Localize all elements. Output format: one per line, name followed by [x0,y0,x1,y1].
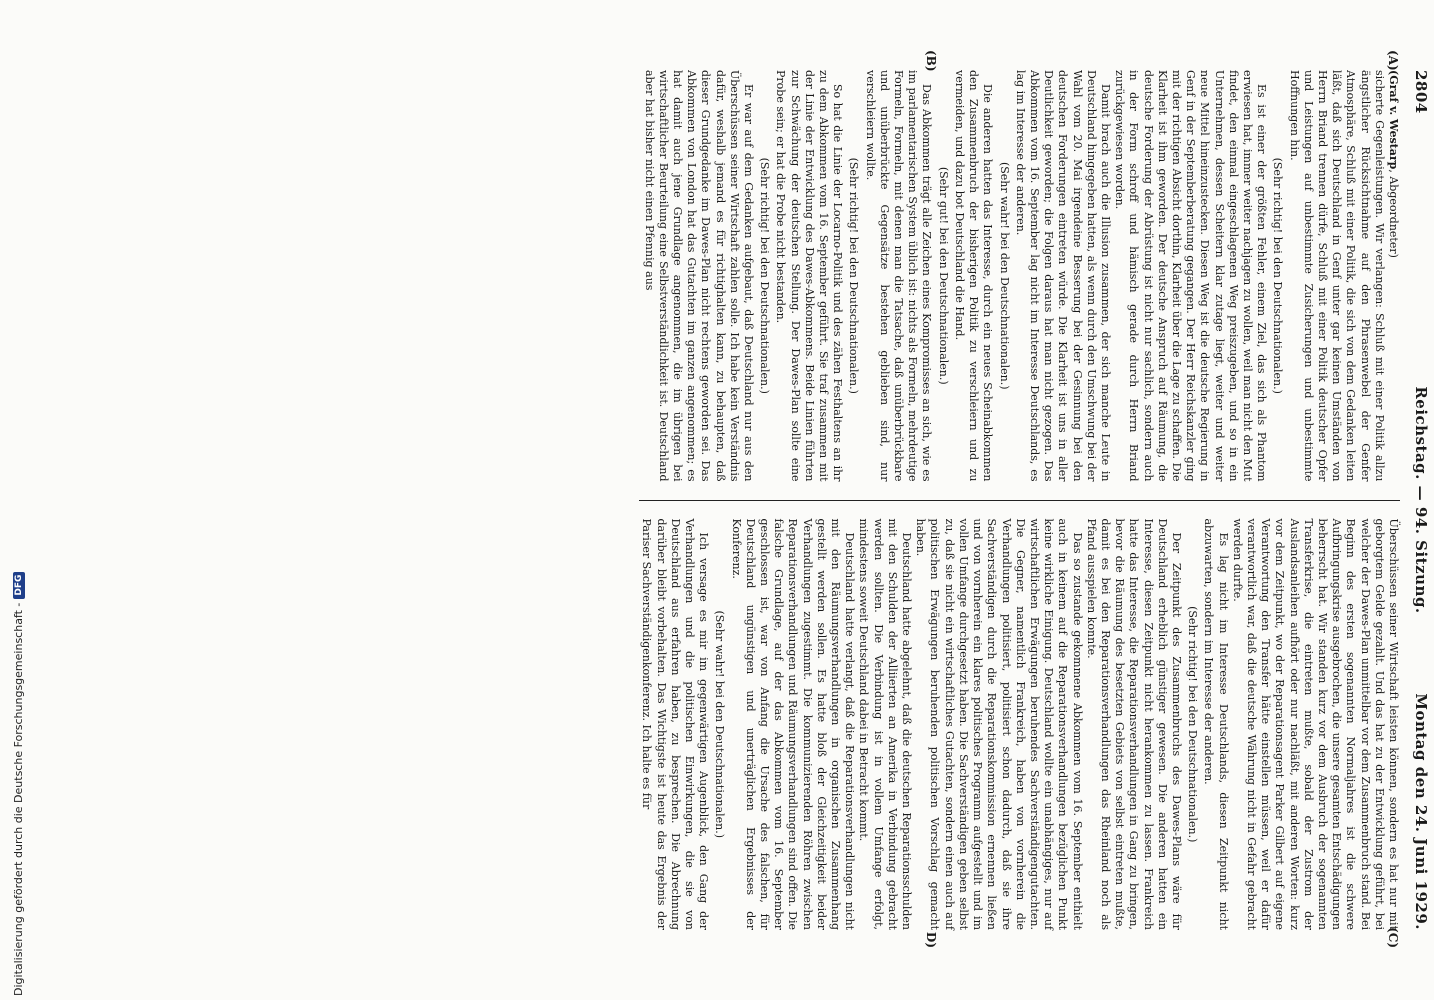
speaker-line [1386,70,1400,482]
paragraph: So hat die Linie der Locarno-Politik und des zähen Festhaltens an ihr zu dem Abkommen vom 16. September geführt. Sie traf zusammen mit der Linie der Entwicklung des Dawes-Abkommens. Beide Linien führten zur Schwächung der deutschen Stellung. Der Dawes-Plan sollte eine Probe sein; er hat die Probe nicht bestanden. [774,70,845,482]
interjection: (Sehr richtig! bei den Deutschnationalen.) [758,157,772,394]
paragraph: sicherte Gegenleistungen. Wir verlangen: Schluß mit einer Politik allzu ängstlicher Rücksichtnahme auf den Phrasenwebel der Genfer Atmosphäre, Schluß mit einer Politik, die sich von dem Gedanken leiten läßt, daß sich Deutschland in Genf unter gar keinen Umständen von Herrn Briand trennen dürfe, Schluß mit einer Politik deutscher Opfer und Leistungen auf unbestimmte Zusicherungen und unbestimmte Hoffnungen hin. [1287,70,1386,482]
paragraph: Es ist einer der größten Fehler, einem Ziel, das sich als Phantom erwiesen hat, immer weiter nachjagen zu wollen, weil man nicht den Mut findet, den einmal eingeschlagenen Weg preiszugeben, und so in ein Unternehmen, dessen Scheitern klar zutage liegt, weiter und weiter neue Mittel hineinzustecken. Diesen Weg ist die deutsche Regierung in Genf in der Septemberberatung gegangen. Der Herr Reichskanzler ging mit der richtigen Absicht dorthin, Klarheit über die Lage zu schaffen. Die Klarheit ist ihm geworden. Der deutsche Anspruch auf Räumung, die deutsche Forderung der Abrüstung ist nicht nur sachlich, sondern auch in der Form schroff und hämisch gerade durch Herrn Briand zurückgewiesen worden. [1113,70,1269,482]
left-column [639,50,1400,482]
dfg-logo: DFG [13,572,25,599]
paragraph: Deutschland hatte abgelehnt, daß die deutschen Reparationsschulden mit den Schulden der Alliierten an Amerika in Verbindung gebracht werden sollten. Die Verbindung ist in vollem Umfange erfolgt, mindestens soweit Deutschland dabei in Betracht kommt. [857,518,914,930]
scanned-page [100,50,1434,950]
margin-marker-d: D) [924,931,938,948]
interjection: (Sehr richtig! bei den Deutschnationalen.) [1271,157,1285,394]
interjection: (Sehr gut! bei den Deutschnationalen.) [936,166,950,385]
session-title: Reichstag. — 94. Sitzung. [1412,386,1430,614]
interjection: (Sehr wahr! bei den Deutschnationalen.) [997,161,1011,390]
interjection: (Sehr richtig! bei den Deutschnationalen.) [1186,606,1200,843]
paragraph: Er war auf dem Gedanken aufgebaut, daß Deutschland nur aus den Überschüssen seiner Wirtschaft zahlen solle. Ich habe kein Verständnis dafür, weshalb jemand es für richtighalten kann, zu behaupten, daß dieser Grundgedanke im Dawes-Plan nicht rechtens geworden sei. Das Abkommen von London hat das Gutachten im ganzen angenommen; es hat damit auch jene Grundlage angenommen, die im übrigen bei wirtschaftlicher Beurteilung eine Selbstverständlichkeit ist. Deutschland aber hat bisher nicht einen Pfennig aus [642,70,756,482]
margin-marker-b: (B) [924,50,938,72]
page-number: 2804 [1412,70,1430,114]
speaker-role: , Abgeordneter) [1387,169,1400,258]
interjection: (Sehr richtig! bei den Deutschnationalen.) [847,157,861,394]
text-columns [639,50,1400,948]
right-column [639,518,1400,948]
digitization-credit [12,572,25,996]
paragraph: Der Zeitpunkt des Zusammenbruchs des Dawes-Plans wäre für Deutschland erheblich günstiger gewesen. Die anderen hatten ein Interesse, diesen Zeitpunkt nicht herankommen zu lassen. Frankreich hatte das Interesse, die Reparationsverhandlungen in Gang zu bringen, bevor die Räumung des besetzten Gebiets von selbst eintreten mußte, damit es bei den Reparationsverhandlungen das Rheinland noch als Pfand ausspielen konnte. [1084,518,1183,930]
session-date: Montag den 24. Juni 1929. [1412,693,1430,930]
credit-text: Digitalisierung gefördert durch die Deutsche Forschungsgemeinschaft - [12,602,25,996]
speaker-name: (Graf v. Westarp [1387,70,1400,170]
margin-marker-c: (C) [1386,927,1400,948]
margin-marker-a: (A) [1386,50,1400,71]
paragraph: Das Abkommen trägt alle Zeichen eines Kompromisses an sich, wie es im parlamentarischen System üblich ist: nichts als Formeln, mehrdeutige Formeln, Formeln, mit denen man die Tatsache, daß unüberbrückbare und unüberbrückte Gegensätze bestehen geblieben sind, nur verschleiern wollte. [863,70,934,482]
paragraph: Damit brach auch die Illusion zusammen, der sich manche Leute in Deutschland hingegeben hatten, als wenn durch den Umschwung bei der Wahl vom 20. Mai irgendeine Besserung bei der Gesinnung bei den deutschen Forderungen eintreten würde. Die Klarheit ist uns in aller Deutlichkeit geworden; die Folgen daraus hat man nicht gezogen. Das Abkommen vom 16. September lag nicht im Interesse Deutschlands, es lag im Interesse der anderen. [1013,70,1112,482]
paragraph: Die anderen hatten das Interesse, durch ein neues Scheinabkommen den Zusammenbruch der bisherigen Politik zu verschleiern und zu vermeiden, und dazu bot Deutschland die Hand. [952,70,995,482]
column-divider [639,500,1400,501]
paragraph: Überschüssen seiner Wirtschaft leisten können, sondern es hat nur mit geborgtem Gelde gezahlt. Und das hat zu der Entwicklung geführt, bei welcher der Dawes-Plan unmittelbar vor dem Zusammenbruch stand. Bei Beginn des ersten sogenannten Normaljahres ist die schwere Aufbringungskrise ausgebrochen, die unsere gesamten Entschädigungen beherrscht hat. Wir standen kurz vor dem Ausbruch der sogenannten Transferkrise, die eintreten mußte, sobald der Zustrom der Auslandsanleihen aufhört oder nur nachläßt, mit anderen Worten: kurz vor dem Zeitpunkt, wo der Reparationsagent Parker Gilbert auf eigene Verantwortung den Transfer hätte einstellen müssen, weil er dafür verantwortlich war, daß die deutsche Währung nicht in Gefahr gebracht werden durfte. [1230,518,1400,930]
paragraph: Es lag nicht im Interesse Deutschlands, diesen Zeitpunkt nicht abzuwarten, sondern im Interesse der anderen. [1202,518,1230,930]
paragraph: Deutschland hatte verlangt, daß die Reparationsverhandlungen nicht mit den Räumungsverhandlungen in organischen Zusammenhang gestellt werden sollen. Es hatte bloß der Gleichzeitigkeit beider Verhandlungen zugestimmt. Die kommunizierenden Röhren zwischen Reparationsverhandlungen und Räumungsverhandlungen sind offen. Die falsche Grundlage, auf der das Abkommen vom 16. September geschlossen ist, war von Anfang die Ursache des falschen, für Deutschland ungünstigen und unerträglichen Ergebnisses der Konferenz. [729,518,857,930]
paragraph: Das so zustande gekommene Abkommen vom 16. September enthielt auch in keinem auf die Reparationsverhandlungen bezüglichen Punkt keine wirkliche Einigung. Deutschland wollte ein unabhängiges, nur auf wirtschaftlichen Erwägungen beruhendes Sachverständigengutachten. Die Gegner, namentlich Frankreich, haben von vornherein die Verhandlungen politisiert, politisiert schon dadurch, daß sie ihre Sachverständigen durch die Reparationskommission ernennen ließen und von vornherein ein klares politisches Programm aufgestellt und im vollen Umfange durchgesetzt haben. Die Sachverständigen geben selbst zu, daß sie nicht ein wirtschaftliches Gutachten, sondern einen auch auf politischen Erwägungen beruhenden politischen Vorschlag gemacht haben. [914,518,1084,930]
page-header [1406,70,1430,930]
paragraph: Ich versage es mir im gegenwärtigen Augenblick, den Gang der Verhandlungen und die politischen Einwirkungen, die sie von Deutschland aus erfahren haben, zu besprechen. Die Abrechnung darüber bleibt vorbehalten. Das Wichtigste ist heute das Ergebnis der Pariser Sachverständigenkonferenz. Ich halte es für [640,518,711,930]
interjection: (Sehr wahr! bei den Deutschnationalen.) [713,610,727,839]
